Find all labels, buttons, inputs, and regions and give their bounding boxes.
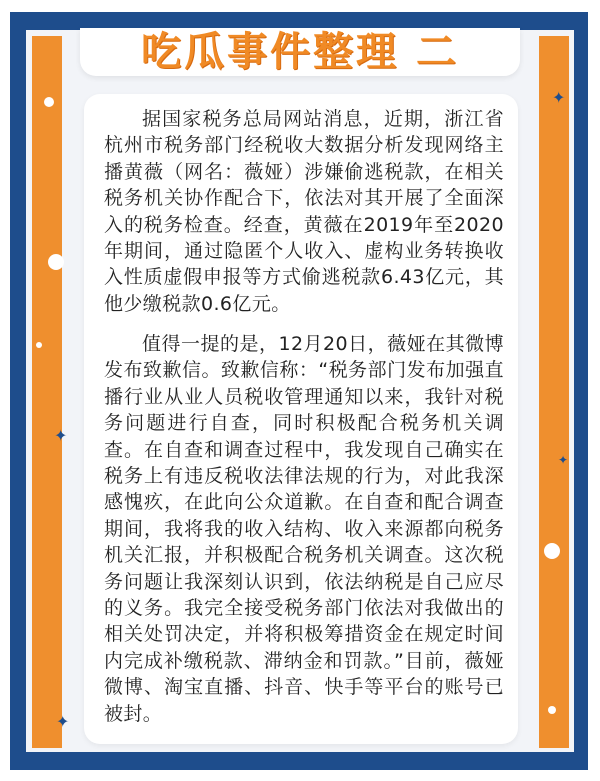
decorative-dot (548, 706, 556, 714)
decorative-dot (48, 254, 64, 270)
sparkle-star-icon: ✦ (56, 712, 70, 731)
decorative-dot (544, 543, 560, 559)
article-paragraph-2: 值得一提的是，12月20日，薇娅在其微博发布致歉信。致歉信称：“税务部门发布加强直播行业从业人员税收管理通知以来，我针对税务问题进行自查，同时积极配合税务机关调查。在自查和调查过程中，我发现自己确实在税务上有违反税收法律法规的行为，对此我深感愧疚，在此向公众道歉。在自查和配合调查期间，我将我的收入结构、收入来源都向税务机关汇报，并积极配合税务机关调查。这次税务问题让我深刻认识到，依法纳税是自己应尽的义务。我完全接受税务部门依法对我做出的相关处罚决定，并将积极筹措资金在规定时间内完成补缴税款、滞纳金和罚款。”目前，薇娅微博、淘宝直播、抖音、快手等平台的账号已被封。 (104, 333, 504, 725)
article-paragraph-1: 据国家税务总局网站消息，近期，浙江省杭州市税务部门经税收大数据分析发现网络主播黄薇（网名：薇娅）涉嫌偷逃税款，在相关税务机关协作配合下，依法对其开展了全面深入的税务检查。经查，黄薇在2019年至2020年期间，通过隐匿个人收入、虚构业务转换收入性质虚假申报等方式偷逃税款6.43亿元，其他少缴税款0.6亿元。 (104, 108, 504, 315)
title-banner (80, 28, 520, 76)
right-orange-strip (539, 36, 569, 748)
decorative-dot (36, 342, 42, 348)
sparkle-star-icon: ✦ (54, 426, 68, 445)
sparkle-star-icon: ✦ (558, 453, 569, 467)
left-orange-strip (32, 36, 62, 748)
sparkle-star-icon: ✦ (552, 88, 566, 107)
page-title: 吃瓜事件整理 二 (141, 29, 459, 75)
decorative-dot (44, 97, 54, 107)
